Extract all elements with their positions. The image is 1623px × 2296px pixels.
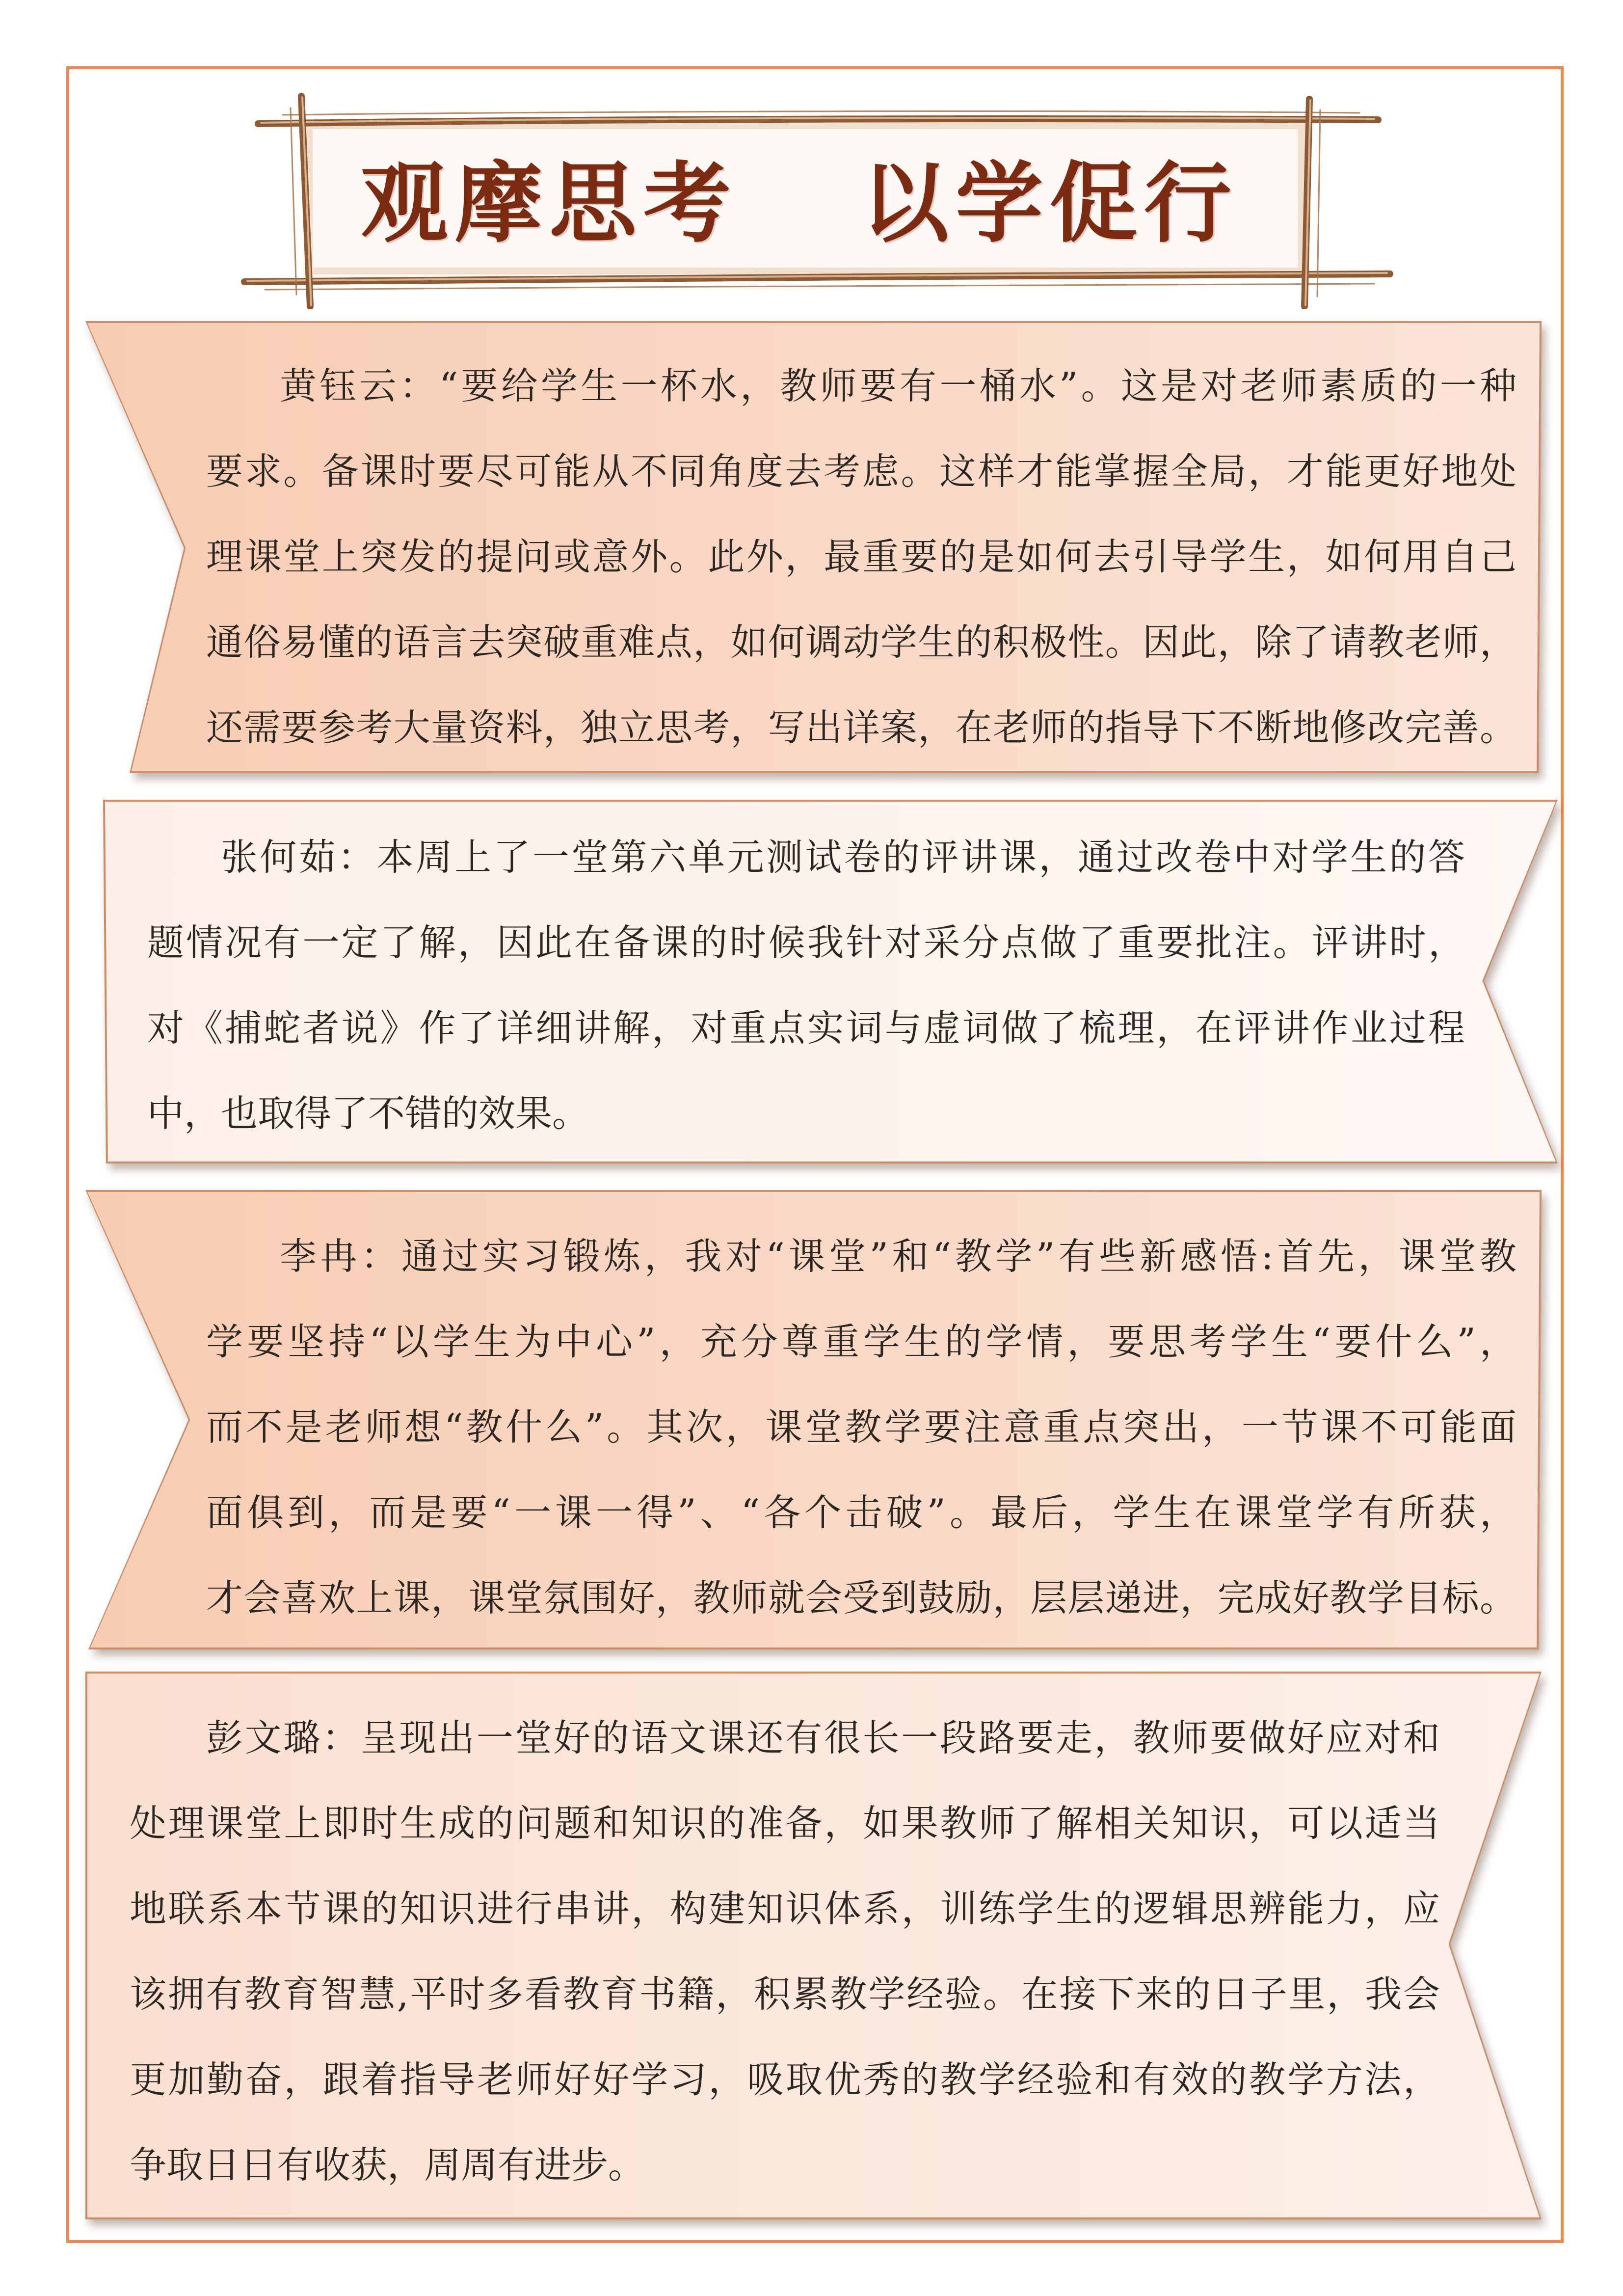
- text-line: 面俱到，而是要“一课一得”、“各个击破”。最后，学生在课堂学有所获，: [206, 1491, 1517, 1534]
- page-title: [236, 88, 1399, 309]
- reflection-huang-yuyun: [206, 343, 1517, 770]
- text-line: 黄钰云：“要给学生一杯水，教师要有一桶水”。这是对老师素质的一种: [280, 364, 1517, 407]
- text-line: 学要坚持“以学生为中心”，充分尊重学生的学情，要思考学生“要什么”，: [206, 1320, 1517, 1363]
- text-line: 理课堂上突发的提问或意外。此外，最重要的是如何去引导学生，如何用自己: [206, 535, 1517, 578]
- text-line: 题情况有一定了解，因此在备课的时候我针对采分点做了重要批注。评讲时，: [147, 921, 1465, 964]
- page-title-left: 观摩思考: [361, 152, 738, 254]
- text-line: 才会喜欢上课，课堂氛围好，教师就会受到鼓励，层层递进，完成好教学目标。: [206, 1576, 1517, 1620]
- text-line: 中，也取得了不错的效果。: [147, 1092, 589, 1135]
- text-line: 更加勤奋，跟着指导老师好好学习，吸取优秀的教学经验和有效的教学方法，: [130, 2058, 1440, 2101]
- text-line: 地联系本节课的知识进行串讲，构建知识体系，训练学生的逻辑思辨能力，应: [130, 1887, 1440, 1930]
- text-line: 该拥有教育智慧,平时多看教育书籍，积累教学经验。在接下来的日子里，我会: [130, 1972, 1440, 2016]
- text-line: 张何茹：本周上了一堂第六单元测试卷的评讲课，通过改卷中对学生的答: [221, 836, 1465, 879]
- text-line: 李冉：通过实习锻炼，我对“课堂”和“教学”有些新感悟:首先，课堂教: [280, 1235, 1517, 1278]
- text-line: 通俗易懂的语言去突破重难点，如何调动学生的积极性。因此，除了请教老师，: [206, 621, 1517, 664]
- text-line: 还需要参考大量资料，独立思考，写出详案，在老师的指导下不断地修改完善。: [206, 706, 1517, 749]
- text-line: 而不是老师想“教什么”。其次，课堂教学要注意重点突出，一节课不可能面: [206, 1405, 1517, 1449]
- text-line: 要求。备课时要尽可能从不同角度去考虑。这样才能掌握全局，才能更好地处: [206, 450, 1517, 493]
- text-line: 彭文璐：呈现出一堂好的语文课还有很长一段路要走，教师要做好应对和: [206, 1716, 1440, 1759]
- page-title-right: 以学促行: [861, 152, 1238, 254]
- text-line: 争取日日有收获，周周有进步。: [130, 2143, 645, 2187]
- reflection-zhang-heru: [147, 814, 1465, 1156]
- reflection-peng-wenlu: [130, 1695, 1440, 2208]
- text-line: 处理课堂上即时生成的问题和知识的准备，如果教师了解相关知识，可以适当: [130, 1802, 1440, 1845]
- reflection-li-ran: [206, 1214, 1517, 1641]
- text-line: 对《捕蛇者说》作了详细讲解，对重点实词与虚词做了梳理，在评讲作业过程: [147, 1006, 1465, 1050]
